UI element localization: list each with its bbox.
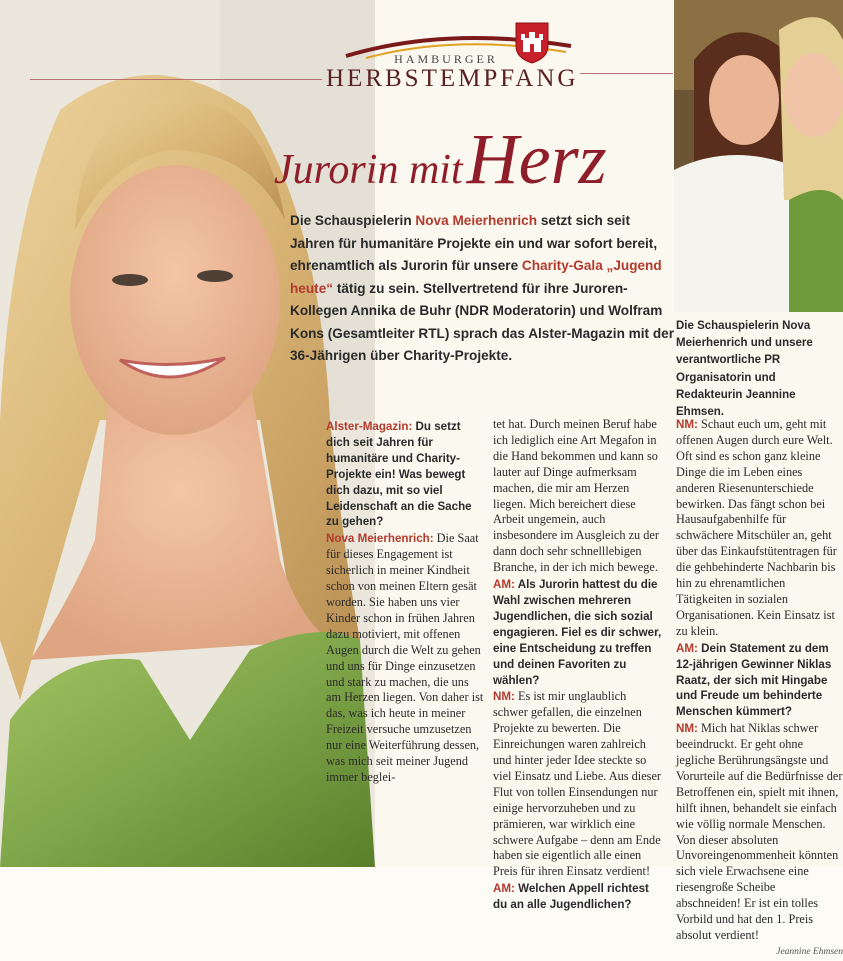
title-part-2: Herz [466, 119, 607, 199]
intro-gala: Charity-Gala „Jugend heute“ [290, 258, 662, 296]
question-text: Als Jurorin hattest du die Wahl zwischen mehreren Jugendlichen, die sich sozial engagieren. Fiel es dir schwer, eine Entscheidung zu treffen und deinen Favoriten zu wählen? [493, 578, 662, 687]
intro-text-1: Die Schauspielerin [290, 213, 416, 228]
speaker-label: AM: [493, 882, 515, 896]
article-column-2 [493, 417, 663, 914]
answer-1 [326, 531, 486, 786]
header-rule-left [30, 79, 322, 80]
article-column-3 [676, 417, 843, 961]
speaker-label: AM: [676, 641, 698, 655]
answer-text: Die Saat für dieses Engagement ist sicherlich in meiner Kindheit schon von meinen Eltern gesät worden. Sie haben uns vier Kinder schon in frühen Jahren dazu motiviert, mit offenen Augen durch die Welt zu gehen und uns für Dinge einzusetzen und stark zu machen, die uns am Herzen liegen. Von daher ist das, was ich heute in meiner Freizeit versuche umzusetzen nur eine Weiterführung dessen, was mich seit meiner Jugend immer beglei- [326, 531, 484, 784]
logo-big-text: HERBSTEMPFANG [326, 65, 579, 92]
hamburg-crest-icon [515, 22, 549, 64]
intro-name: Nova Meierhenrich [415, 213, 538, 228]
speaker-label: AM: [493, 578, 515, 592]
author-byline: Jeannine Ehmsen [776, 946, 843, 957]
answer-4 [676, 721, 843, 944]
question-1 [326, 419, 486, 530]
question-text: Du setzt dich seit Jahren für humanitäre und Charity-Projekte ein! Was bewegt dich dazu, mit so viel Leidenschaft an die Sache zu gehen? [326, 420, 472, 529]
answer-text: Schaut euch um, geht mit offenen Augen durch eure Welt. Oft sind es schon ganz kleine Dinge die im Leben eines anderen Riesenunterschiede bewirken. Das fängt schon bei Hausaufgabenhilfe für schwächere Mitschüler an, geht über das Einkaufstütentragen für die gehbehinderte Nachbarin bis hin zu ehrenamtlichen Tätigkeiten in sozialen Organisationen. Kein Einsatz ist zu klein. [676, 417, 837, 638]
speaker-label: Alster-Magazin: [326, 420, 413, 433]
answer-text: Es ist mir unglaublich schwer gefallen, die einzelnen Projekte zu bewerten. Die Einreichungen waren zahlreich und hinter jeder Idee steckte so viel Einsatz und Liebe. Aus dieser Flut von tollen Einsendungen nur einige hervorzuheben und zu prämieren, war wirklich eine schwere Aufgabe – denn am Ende haben sie eigentlich alle einen Preis für ihren Einsatz verdient! [493, 689, 662, 879]
intro-paragraph [290, 210, 675, 368]
logo-small-text: HAMBURGER [394, 52, 498, 66]
question-text: Dein Statement zu dem 12-jährigen Gewinner Niklas Raatz, der sich mit Hingabe und Freude um behinderte Menschen kümmert? [676, 641, 832, 719]
question-text: Welchen Appell richtest du an alle Jugendlichen? [493, 882, 649, 912]
header-rule-right [580, 73, 673, 74]
article-column-1 [326, 419, 486, 787]
answer-1-continued: tet hat. Durch meinen Beruf habe ich lediglich eine Art Megafon in die Hand bekommen und kann so lauter auf Dinge aufmerksam machen, die mir am Herzen liegen. Mich bereichert diese Arbeit ungemein, auch insbesondere im Ausgleich zu der dann doch sehr schnelllebigen Branche, in der ich mich bewege. [493, 417, 659, 575]
photo-caption: Die Schauspielerin Nova Meierhenrich und unsere verantwortliche PR Organisatorin und Redakteurin Jeannine Ehmsen. [676, 320, 813, 419]
intro-text-2: setzt sich seit Jahren für humanitäre Projekte ein und war sofort bereit, ehrenamtlich als Jurorin für unsere [290, 213, 658, 273]
question-4 [676, 641, 843, 721]
speaker-label: NM: [676, 418, 698, 431]
question-3 [493, 881, 663, 913]
answer-2 [493, 689, 663, 880]
page-title [274, 118, 674, 198]
event-photo [674, 0, 843, 312]
intro-text-3: tätig zu sein. Stellvertretend für ihre Juroren-Kollegen Annika de Buhr (NDR Moderatorin) und Wolfram Kons (Gesamtleiter RTL) sprach das Alster-Magazin mit der 36-Jährigen über Charity-Projekte. [290, 280, 674, 363]
title-part-1: Jurorin mit [274, 147, 463, 193]
speaker-label: Nova Meierhenrich: [326, 532, 434, 546]
question-2 [493, 577, 663, 688]
answer-3 [676, 417, 843, 640]
speaker-label: NM: [676, 722, 698, 736]
answer-text: Mich hat Niklas schwer beeindruckt. Er geht ohne jegliche Berührungsängste und Vorurteile auf die Bedürfnisse der Betroffenen ein, spielt mit ihnen, hilft ihnen, behandelt sie einfach wie völlig normale Menschen. Von dieser absoluten Unvoreingenommenheit könnten sich viele Erwachsene eine riesengroße Scheibe abschneiden! Er ist ein tolles Vorbild und hat den 1. Preis absolut verdient! [676, 721, 843, 942]
speaker-label: NM: [493, 690, 515, 704]
